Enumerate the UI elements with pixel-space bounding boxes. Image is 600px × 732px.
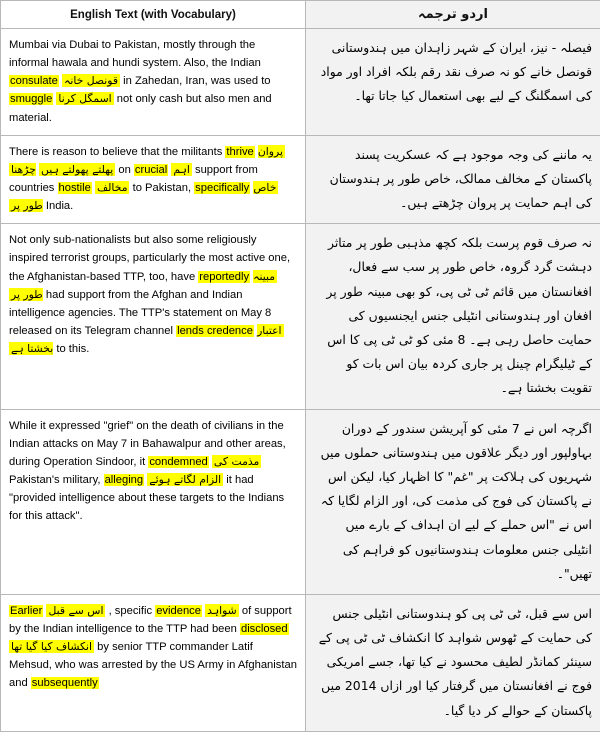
- english-text: not only cash but also men and material.: [9, 93, 272, 123]
- english-text: Mumbai via Dubai to Pakistan, mostly through the informal hawala and hundi system. Also, the Indian: [9, 39, 261, 69]
- column-header-english: English Text (with Vocabulary): [1, 1, 306, 29]
- english-text: There is reason to believe that the militants: [9, 146, 225, 158]
- urdu-gloss: مخالف: [95, 181, 130, 194]
- column-header-urdu: اردو ترجمہ: [306, 1, 600, 29]
- highlighted-vocabulary-word: disclosed: [240, 623, 289, 635]
- english-text: , specific: [109, 605, 156, 617]
- urdu-cell: اس سے قبل، ٹی ٹی پی کو ہندوستانی انٹیلی جنس کی حمایت کے ٹھوس شواہد کا انکشاف ٹی ٹی پی کے سینئر کمانڈر لطیف محسود نے کیا تھا، جسے امریکی فوج نے افغانستان میں گرفتار کیا اور ازاں 2014 میں پاکستان کے حوالے کر دیا گیا۔: [306, 594, 600, 731]
- urdu-gloss: قونصل خانہ: [62, 74, 120, 87]
- english-text: had support from the Afghan and Indian intelligence agencies. The TTP's statement on May 8 released on its Telegram channel: [9, 289, 271, 337]
- english-text: by senior TTP commander Latif Mehsud, who was arrested by the US Army in Afghanistan and: [9, 641, 297, 689]
- highlighted-vocabulary-word: thrive: [225, 146, 254, 158]
- table-header: [1, 1, 600, 29]
- english-cell: [1, 224, 306, 409]
- urdu-gloss: خاص طور پر: [9, 181, 278, 212]
- urdu-cell: یہ ماننے کی وجہ موجود ہے کہ عسکریت پسند پاکستان کے مخالف ممالک، خاص طور پر ہندوستان کی اہم حمایت پر پروان چڑھتے ہیں۔: [306, 135, 600, 224]
- urdu-cell: فیصلہ - نیز، ایران کے شہر زاہدان میں ہندوستانی قونصل خانے کو نہ صرف نقد رقم بلکہ افراد اور مواد کی اسمگلنگ کے لیے بھی استعمال کیا جاتا تھا۔: [306, 29, 600, 136]
- table-row: [1, 409, 600, 594]
- highlighted-vocabulary-word: Earlier: [9, 605, 43, 617]
- table-body: [1, 29, 600, 732]
- highlighted-vocabulary-word: consulate: [9, 75, 59, 87]
- urdu-gloss: الزام لگاتے ہوئے: [147, 473, 223, 486]
- english-text: Pakistan's military,: [9, 474, 104, 486]
- urdu-gloss: مذمت کی: [212, 455, 261, 468]
- highlighted-vocabulary-word: specifically: [194, 182, 250, 194]
- table-row: [1, 224, 600, 409]
- highlighted-vocabulary-word: smuggle: [9, 93, 53, 105]
- english-text: While it expressed "grief" on the death of civilians in the Indian attacks on May 7 in Bahawalpur and other areas, during Operation Sindoor, it: [9, 420, 286, 468]
- english-text: support from countries: [9, 164, 258, 194]
- english-text: in Zahedan, Iran, was used to: [123, 75, 270, 87]
- highlighted-vocabulary-word: subsequently: [31, 677, 99, 689]
- highlighted-vocabulary-word: hostile: [58, 182, 92, 194]
- english-cell: [1, 29, 306, 136]
- highlighted-vocabulary-word: alleging: [104, 474, 145, 486]
- highlighted-vocabulary-word: evidence: [155, 605, 202, 617]
- highlighted-vocabulary-word: crucial: [134, 164, 168, 176]
- urdu-gloss: انکشاف کیا گیا تھا: [9, 640, 94, 653]
- table-row: [1, 135, 600, 224]
- highlighted-vocabulary-word: condemned: [148, 456, 208, 468]
- english-text: on: [118, 164, 134, 176]
- table-row: [1, 29, 600, 136]
- table-row: [1, 594, 600, 731]
- urdu-gloss: شواہد: [205, 604, 239, 617]
- urdu-gloss: اعتبار بخشتا ہے: [9, 324, 284, 355]
- urdu-gloss: اس سے قبل: [46, 604, 105, 617]
- english-text: to this.: [56, 343, 89, 355]
- english-text: Not only sub-nationalists but also some religiously inspired terrorist groups, particularly the most active one, the Afghanistan-based TTP, too, have: [9, 234, 290, 282]
- urdu-gloss: اسمگل کرنا: [56, 92, 113, 105]
- urdu-cell: اگرچہ اس نے 7 مئی کو آپریشن سندور کے دوران بہاولپور اور دیگر علاقوں میں ہندوستانی حملوں میں شہریوں کی ہلاکت پر "غم" کا اظہار کیا، لیکن اس نے پاکستان کی فوج کی مذمت کی، اور الزام لگایا کہ اس نے "اس حملے کے لیے ان اہداف کے بارے میں انٹیلی جنس معلومات ہندوستانیوں کو فراہم کی تھیں"۔: [306, 409, 600, 594]
- urdu-gloss: اہم: [171, 163, 192, 176]
- urdu-gloss: پروان چڑھنا: [9, 145, 285, 176]
- urdu-gloss: مبینہ طور پر: [9, 270, 277, 301]
- urdu-cell: نہ صرف قوم پرست بلکہ کچھ مذہبی طور پر متاثر دہشت گرد گروہ، خاص طور پر سب سے فعال، افغانستان میں قائم ٹی ٹی پی، کو بھی مبینہ طور پر افغان اور ہندوستانی انٹیلی جنس ایجنسیوں کی حمایت حاصل رہی ہے۔ 8 مئی کو ٹی ٹی پی کا اس کے ٹیلیگرام چینل پر جاری کردہ بیان اس بات کو تقویت بخشتا ہے۔: [306, 224, 600, 409]
- english-cell: [1, 409, 306, 594]
- english-text: to Pakistan,: [133, 182, 195, 194]
- urdu-gloss: پھلتے پھولتے ہیں: [39, 163, 115, 176]
- highlighted-vocabulary-word: reportedly: [198, 271, 250, 283]
- english-text: of support by the Indian intelligence to the TTP had been: [9, 605, 292, 635]
- english-cell: [1, 135, 306, 224]
- table-header-row: [1, 1, 600, 29]
- english-text: it had "provided intelligence about these targets to the Indians for this attack".: [9, 474, 284, 522]
- english-text: India.: [46, 200, 73, 212]
- highlighted-vocabulary-word: lends credence: [176, 325, 254, 337]
- english-cell: [1, 594, 306, 731]
